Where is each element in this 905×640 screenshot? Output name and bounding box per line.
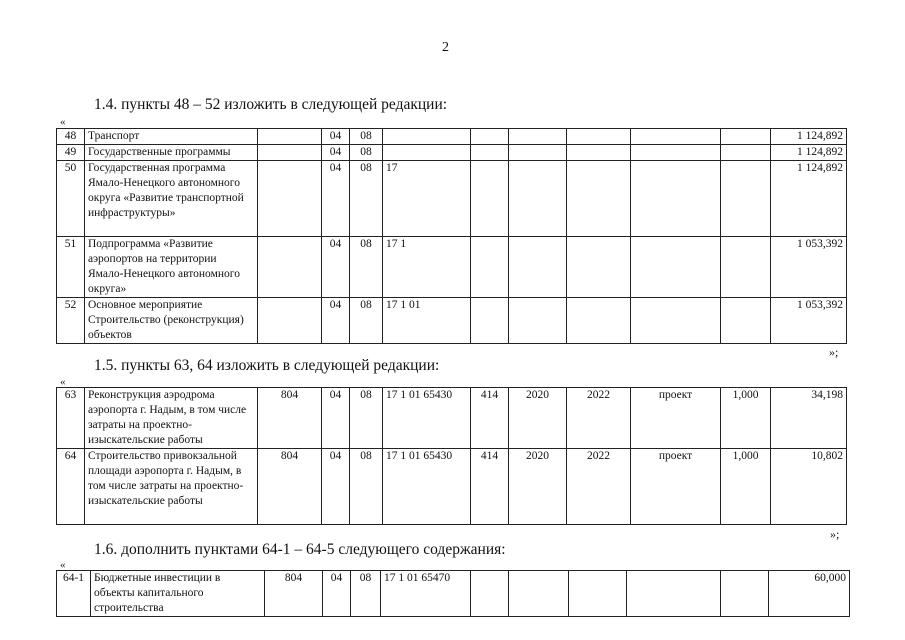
table-cell (721, 388, 771, 449)
table-cell (771, 129, 847, 145)
table-cell (471, 145, 509, 161)
table-cell (567, 145, 631, 161)
cell-amount: 34,198 (811, 389, 843, 401)
table-cell (631, 388, 721, 449)
table-row (57, 388, 847, 449)
table-cell (567, 129, 631, 145)
cell-amount: 1 124,892 (797, 130, 843, 142)
cell-c3: 08 (360, 130, 372, 142)
table-cell (381, 571, 471, 617)
cell-c3: 08 (360, 450, 372, 462)
table-cell (350, 388, 383, 449)
table-cell (631, 449, 721, 525)
cell-c4: 17 1 01 (386, 299, 421, 311)
cell-name: Подпрограмма «Развитие аэропортов на территории Ямало-Ненецкого автономного округа» (88, 238, 240, 295)
table-cell (322, 449, 350, 525)
table-cell (258, 237, 322, 298)
close-quote: »; (830, 527, 840, 541)
cell-num: 51 (64, 238, 77, 250)
table-cell (383, 298, 471, 344)
cell-c3: 08 (360, 238, 372, 250)
table-cell (509, 161, 567, 237)
table-row (57, 129, 847, 145)
table-row (57, 449, 847, 525)
table-cell (509, 449, 567, 525)
table-cell (509, 237, 567, 298)
cell-c4: 17 1 01 65430 (386, 450, 453, 462)
cell-c3: 08 (360, 146, 372, 158)
cell-amount: 10,802 (811, 450, 843, 462)
table-cell (57, 298, 85, 344)
cell-c2: 04 (329, 130, 342, 142)
cell-c3: 08 (360, 389, 372, 401)
open-quote: « (60, 376, 66, 388)
table-row (57, 145, 847, 161)
cell-amount: 1 053,392 (797, 299, 843, 311)
table-cell (567, 449, 631, 525)
table-cell (569, 571, 627, 617)
table-cell (85, 145, 258, 161)
table-cell (383, 161, 471, 237)
table-cell (85, 388, 258, 449)
table-cell (323, 571, 351, 617)
cell-name: Строительство привокзальной площади аэропорта г. Надым, в том числе затраты на проектно-изыскательские работы (88, 450, 244, 507)
cell-c8: проект (658, 450, 693, 462)
cell-c2: 04 (329, 299, 342, 311)
cell-name: Реконструкция аэродрома аэропорта г. Надым, в том числе затраты на проектно-изыскательские работы (88, 389, 247, 446)
cell-c2: 04 (329, 450, 342, 462)
cell-c2: 04 (329, 146, 342, 158)
page-number: 2 (442, 40, 449, 55)
table-row (57, 298, 847, 344)
open-quote: « (60, 116, 66, 128)
table-cell (351, 571, 381, 617)
cell-c1: 804 (280, 450, 299, 462)
table-cell (567, 388, 631, 449)
table-cell (350, 145, 383, 161)
table-cell (85, 237, 258, 298)
cell-c6: 2020 (526, 389, 549, 401)
cell-c2: 04 (329, 162, 342, 174)
table-cell (383, 388, 471, 449)
table-cell (509, 571, 569, 617)
section-heading-1-6: 1.6. дополнить пунктами 64-1 – 64-5 следующего содержания: (94, 541, 506, 558)
cell-c1: 804 (280, 389, 299, 401)
budget-table-1-4 (56, 128, 847, 344)
cell-c4: 17 1 (386, 238, 407, 250)
table-cell (627, 571, 721, 617)
table-cell (631, 161, 721, 237)
table-cell (85, 161, 258, 237)
cell-num: 48 (64, 130, 77, 142)
table-cell (91, 571, 265, 617)
table-cell (85, 298, 258, 344)
cell-c2: 04 (329, 389, 342, 401)
cell-c1: 804 (284, 572, 303, 584)
cell-c5: 414 (480, 450, 499, 462)
cell-num: 64-1 (62, 572, 85, 584)
table-cell (57, 571, 91, 617)
cell-num: 63 (64, 389, 77, 401)
table-cell (258, 145, 322, 161)
table-cell (631, 298, 721, 344)
open-quote: « (60, 559, 66, 571)
table-cell (85, 449, 258, 525)
cell-c6: 2020 (526, 450, 549, 462)
cell-num: 52 (64, 299, 77, 311)
table-cell (721, 161, 771, 237)
cell-name: Основное мероприятие Строительство (реконструкция) объектов (88, 299, 244, 341)
table-cell (509, 145, 567, 161)
cell-name: Государственная программа Ямало-Ненецкого автономного округа «Развитие транспортной инфраструктуры» (88, 162, 244, 219)
table-cell (509, 298, 567, 344)
budget-table-1-6 (56, 570, 850, 617)
table-cell (721, 571, 769, 617)
table-cell (471, 571, 509, 617)
table-cell (57, 145, 85, 161)
cell-c3: 08 (360, 162, 372, 174)
cell-name: Бюджетные инвестиции в объекты капитального строительства (94, 572, 221, 614)
cell-c3: 08 (360, 299, 372, 311)
table-row (57, 571, 850, 617)
cell-num: 50 (64, 162, 77, 174)
table-cell (258, 129, 322, 145)
table-cell (721, 449, 771, 525)
table-cell (322, 237, 350, 298)
table-cell (769, 571, 850, 617)
table-cell (631, 145, 721, 161)
table-cell (350, 449, 383, 525)
table-cell (567, 237, 631, 298)
table-cell (771, 161, 847, 237)
table-cell (57, 388, 85, 449)
table-cell (721, 129, 771, 145)
table-cell (509, 388, 567, 449)
table-cell (258, 388, 322, 449)
table-cell (322, 161, 350, 237)
table-row (57, 237, 847, 298)
table-cell (509, 129, 567, 145)
cell-c9: 1,000 (732, 450, 759, 462)
table-cell (258, 449, 322, 525)
close-quote: »; (829, 345, 839, 359)
cell-c7: 2022 (587, 450, 610, 462)
table-cell (322, 129, 350, 145)
table-cell (322, 298, 350, 344)
cell-c2: 04 (330, 572, 343, 584)
table-cell (631, 237, 721, 298)
table-cell (57, 237, 85, 298)
table-cell (771, 237, 847, 298)
table-cell (258, 298, 322, 344)
table-cell (771, 298, 847, 344)
table-cell (383, 145, 471, 161)
cell-amount: 60,000 (814, 572, 846, 584)
cell-c9: 1,000 (732, 389, 759, 401)
cell-amount: 1 053,392 (797, 238, 843, 250)
section-heading-1-4: 1.4. пункты 48 – 52 изложить в следующей редакции: (94, 96, 448, 113)
cell-num: 49 (64, 146, 77, 158)
cell-c4: 17 1 01 65470 (384, 572, 451, 584)
table-cell (771, 388, 847, 449)
table-cell (383, 237, 471, 298)
section-heading-1-5: 1.5. пункты 63, 64 изложить в следующей редакции: (94, 357, 440, 374)
table-cell (57, 129, 85, 145)
table-cell (631, 129, 721, 145)
table-cell (350, 129, 383, 145)
table-cell (383, 449, 471, 525)
table-cell (771, 145, 847, 161)
table-cell (567, 161, 631, 237)
table-row (57, 161, 847, 237)
table-cell (721, 145, 771, 161)
table-cell (471, 298, 509, 344)
table-cell (258, 161, 322, 237)
table-cell (57, 161, 85, 237)
table-cell (471, 449, 509, 525)
table-cell (383, 129, 471, 145)
cell-amount: 1 124,892 (797, 146, 843, 158)
cell-c2: 04 (329, 238, 342, 250)
table-cell (471, 161, 509, 237)
cell-name: Транспорт (88, 130, 140, 142)
table-cell (771, 449, 847, 525)
cell-name: Государственные программы (88, 146, 231, 158)
table-cell (265, 571, 323, 617)
cell-c4: 17 1 01 65430 (386, 389, 453, 401)
cell-c7: 2022 (587, 389, 610, 401)
budget-table-1-5 (56, 387, 847, 525)
table-cell (322, 388, 350, 449)
table-cell (350, 298, 383, 344)
table-cell (57, 449, 85, 525)
cell-c5: 414 (480, 389, 499, 401)
table-cell (85, 129, 258, 145)
table-cell (350, 161, 383, 237)
table-cell (322, 145, 350, 161)
cell-amount: 1 124,892 (797, 162, 843, 174)
cell-c3: 08 (359, 572, 372, 584)
cell-c8: проект (658, 389, 693, 401)
table-cell (567, 298, 631, 344)
cell-c4: 17 (386, 162, 398, 174)
table-cell (721, 237, 771, 298)
table-cell (471, 237, 509, 298)
table-cell (471, 388, 509, 449)
table-cell (471, 129, 509, 145)
table-cell (721, 298, 771, 344)
cell-num: 64 (64, 450, 77, 462)
table-cell (350, 237, 383, 298)
